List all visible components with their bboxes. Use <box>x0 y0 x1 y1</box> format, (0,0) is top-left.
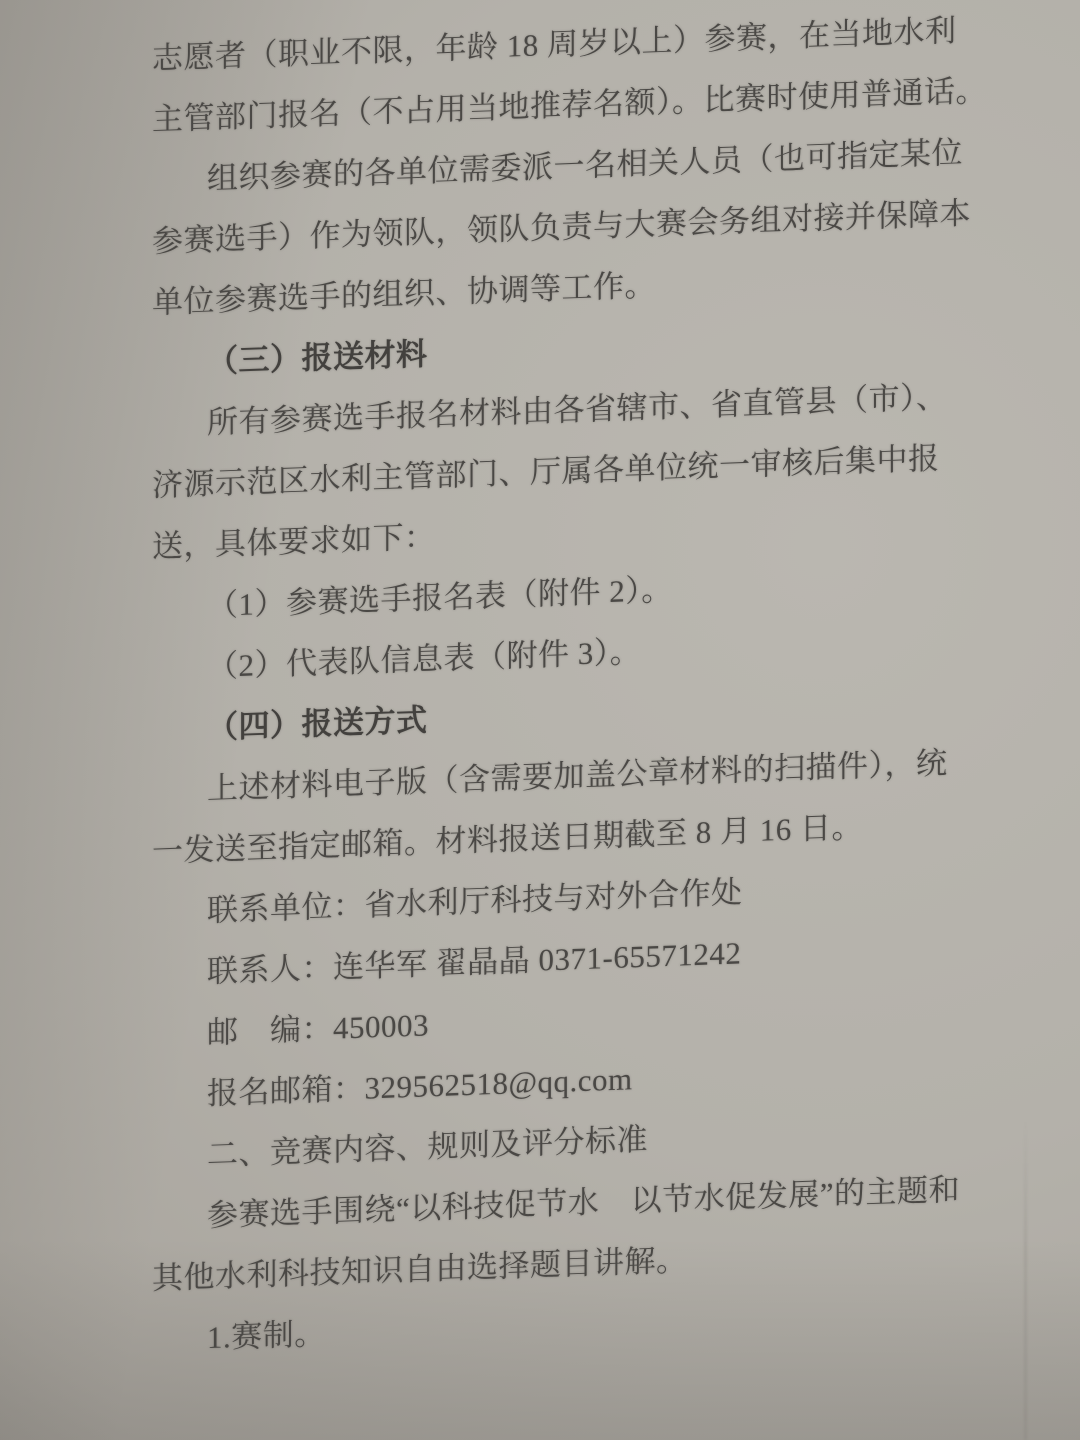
heading-part-2-competition-content: 二、竞赛内容、规则及评分标准 <box>207 1121 648 1173</box>
body-line: 志愿者（职业不限，年龄 18 周岁以上）参赛，在当地水利 <box>152 12 957 76</box>
body-line: 组织参赛的各单位需委派一名相关人员（也可指定某位 <box>207 134 963 197</box>
body-line: 送，具体要求如下： <box>152 519 436 564</box>
body-line: 参赛选手围绕“以科技促节水 以节水促发展”的主题和 <box>207 1171 961 1234</box>
list-item-match-format: 1.赛制。 <box>207 1315 326 1356</box>
registration-email-line: 报名邮箱：329562518@qq.com <box>207 1061 633 1112</box>
body-line: 一发送至指定邮箱。材料报送日期截至 8 月 16 日。 <box>152 809 863 869</box>
body-line: 所有参赛选手报名材料由各省辖市、省直管县（市）、 <box>207 379 948 441</box>
heading-section-4-submission-method: （四）报送方式 <box>207 702 428 746</box>
heading-section-3-submission-materials: （三）报送材料 <box>207 336 428 380</box>
body-line: 主管部门报名（不占用当地推荐名额）。比赛时使用普通话。 <box>152 72 987 137</box>
contact-person-line: 联系人：连华军 翟晶晶 0371-65571242 <box>207 935 742 990</box>
contact-unit-line: 联系单位：省水利厅科技与对外合作处 <box>207 874 743 929</box>
document-text-block <box>152 0 1052 1370</box>
list-item-entry-form: （1）参赛选手报名表（附件 2）。 <box>207 571 673 624</box>
body-line: 参赛选手）作为领队，领队负责与大赛会务组对接并保障本 <box>152 195 971 259</box>
paper-edge-seam <box>1024 1120 1027 1440</box>
body-line: 上述材料电子版（含需要加盖公章材料的扫描件），统 <box>207 745 948 807</box>
postal-code-line: 邮 编：450003 <box>207 1007 429 1051</box>
list-item-team-info-form: （2）代表队信息表（附件 3）。 <box>207 633 642 685</box>
body-line: 其他水利科技知识自由选择题目讲解。 <box>152 1242 688 1296</box>
body-line: 济源示范区水利主管部门、厅属各单位统一审核后集中报 <box>152 440 940 503</box>
body-line: 单位参赛选手的组织、协调等工作。 <box>152 267 656 320</box>
